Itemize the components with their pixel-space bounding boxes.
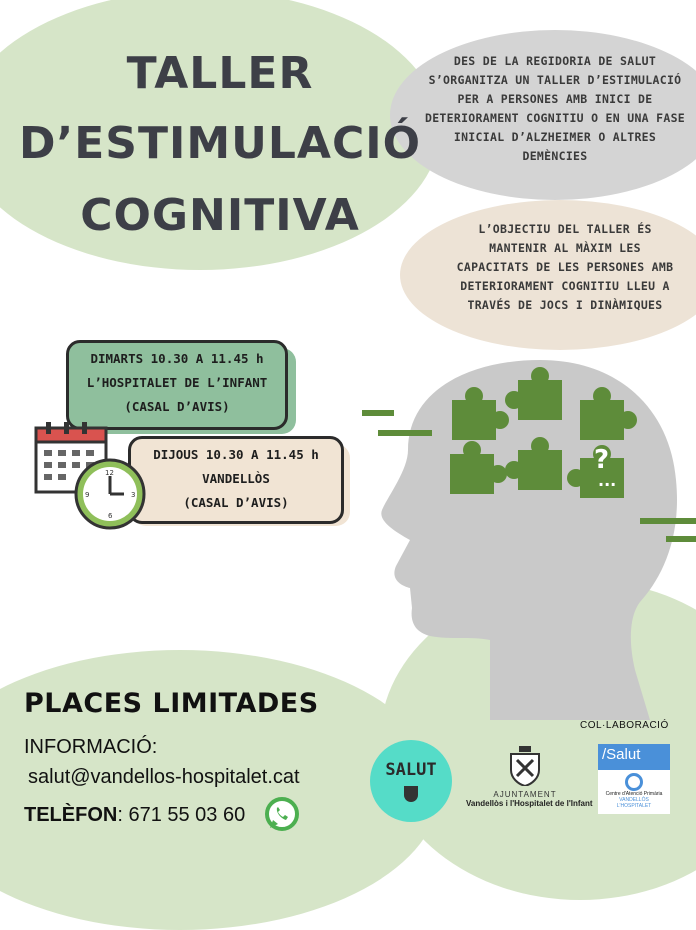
- ics-line1: Centre d'Atenció Primària: [605, 791, 663, 797]
- head-illustration: [360, 340, 696, 720]
- calendar-clock-icon: [32, 420, 148, 530]
- schedule-card-tuesday: [66, 340, 288, 430]
- schedule-location: VANDELLÒS: [202, 471, 270, 486]
- dash-decoration: [640, 518, 696, 524]
- info-label: INFORMACIÓ:: [24, 736, 158, 758]
- intro-line: S’ORGANITZA UN TALLER D’ESTIMULACIÓ: [428, 73, 682, 87]
- phone-number[interactable]: : 671 55 03 60: [117, 804, 246, 826]
- svg-text:9: 9: [85, 491, 90, 499]
- intro-line: PER A PERSONES AMB INICI DE: [457, 92, 653, 106]
- ics-salut-logo: [598, 744, 670, 814]
- svg-text:...: ...: [598, 471, 617, 490]
- svg-text:6: 6: [108, 512, 113, 520]
- intro-line: INICIAL D’ALZHEIMER O ALTRES DEMÈNCIES: [453, 130, 657, 163]
- dash-decoration: [666, 536, 696, 542]
- ics-line3: L'HOSPITALET: [616, 803, 652, 809]
- svg-text:3: 3: [131, 491, 136, 499]
- phone-label: TELÈFON: [24, 804, 118, 826]
- objective-line: CAPACITATS DE LES PERSONES AMB: [456, 260, 674, 274]
- places-limited-heading: PLACES LIMITADES: [24, 688, 319, 719]
- title-line-3: COGNITIVA: [80, 190, 360, 241]
- dash-decoration: [378, 430, 432, 436]
- objective-text: [435, 220, 695, 315]
- coat-of-arms-icon: [508, 746, 542, 786]
- email-link[interactable]: salut@vandellos-hospitalet.cat: [28, 766, 300, 788]
- intro-text: [420, 52, 690, 166]
- ajuntament-label: AJUNTAMENT: [493, 790, 557, 799]
- schedule-location: L’HOSPITALET DE L’INFANT: [86, 375, 268, 390]
- ics-line2: VANDELLÒS: [619, 797, 649, 803]
- schedule-day: DIMARTS 10.30 A 11.45 h: [90, 351, 264, 366]
- objective-line: L’OBJECTIU DEL TALLER ÉS: [478, 222, 652, 236]
- shield-icon: [404, 786, 418, 802]
- schedule-venue: (CASAL D’AVIS): [124, 399, 230, 414]
- collaboration-label: COL·LABORACIÓ: [580, 720, 669, 731]
- schedule-venue: (CASAL D’AVIS): [183, 495, 289, 510]
- schedule-day: DIJOUS 10.30 A 11.45 h: [153, 447, 319, 462]
- ajuntament-name: Vandellòs i l'Hospitalet de l'Infant: [466, 799, 593, 808]
- clock-icon: [76, 460, 144, 528]
- title-line-2: D’ESTIMULACIÓ: [18, 118, 422, 169]
- schedule-card-thursday: [128, 436, 344, 524]
- objective-line: DETERIORAMENT COGNITIU LLEU A: [460, 279, 670, 293]
- ics-circle-icon: [625, 773, 643, 791]
- whatsapp-icon[interactable]: [264, 796, 300, 832]
- salut-logo: [370, 740, 452, 822]
- ics-title: /Salut: [598, 744, 670, 770]
- title-line-1: TALLER: [126, 48, 314, 99]
- phone-row: [24, 804, 245, 827]
- dash-decoration: [362, 410, 394, 416]
- objective-line: MANTENIR AL MÀXIM LES: [489, 241, 641, 255]
- intro-line: DES DE LA REGIDORIA DE SALUT: [453, 54, 657, 68]
- salut-logo-text: SALUT: [385, 760, 437, 780]
- ajuntament-logo: [466, 746, 593, 808]
- intro-line: DETERIORAMENT COGNITIU O EN UNA FASE: [424, 111, 686, 125]
- objective-line: TRAVÉS DE JOCS I DINÀMIQUES: [467, 298, 663, 312]
- svg-text:12: 12: [105, 469, 114, 477]
- question-mark-icon: ?: [594, 445, 610, 475]
